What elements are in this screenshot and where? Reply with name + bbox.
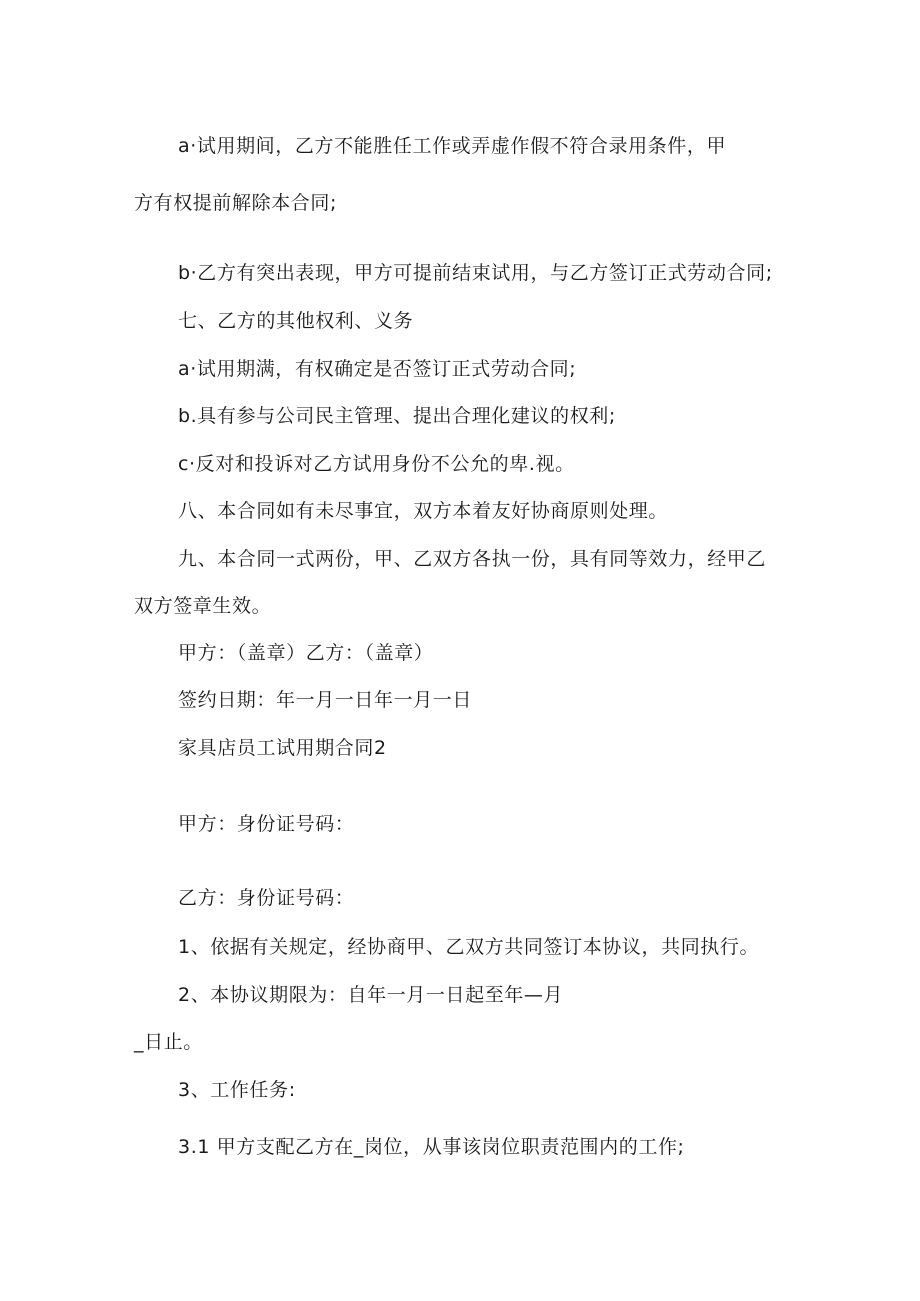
clause-3-heading: 3、工作任务: xyxy=(178,1079,296,1101)
clause-3-1: 3.1 甲方支配乙方在_岗位，从事该岗位职责范围内的工作; xyxy=(178,1136,685,1158)
clause-b-early-end: b·乙方有突出表现，甲方可提前结束试用，与乙方签订正式劳动合同; xyxy=(178,262,773,284)
clause-1: 1、依据有关规定，经协商甲、乙双方共同签订本协议，共同执行。 xyxy=(178,936,760,958)
right-a-confirm-contract: a·试用期满，有权确定是否签订正式劳动合同; xyxy=(178,358,577,380)
section-seven-heading: 七、乙方的其他权利、义务 xyxy=(178,310,414,332)
clause-a-probation-dismissal: a·试用期间，乙方不能胜任工作或弄虚作假不符合录用条件，甲 xyxy=(178,135,727,157)
right-c-complaint: c·反对和投诉对乙方试用身份不公允的卑.视。 xyxy=(178,453,575,475)
clause-2: 2、本协议期限为：自年一月一日起至年—月 xyxy=(178,984,564,1006)
section-nine-continuation: 双方签章生效。 xyxy=(134,595,272,617)
signature-parties: 甲方：（盖章）乙方：（盖章） xyxy=(178,642,434,664)
section-eight: 八、本合同如有未尽事宜，双方本着友好协商原则处理。 xyxy=(178,500,669,522)
signing-date: 签约日期：年一月一日年一月一日 xyxy=(178,689,473,711)
party-a-id: 甲方：身份证号码： xyxy=(178,813,355,835)
clause-a-continuation: 方有权提前解除本合同; xyxy=(134,192,338,214)
clause-2-continuation: _日止。 xyxy=(134,1031,203,1053)
section-nine: 九、本合同一式两份，甲、乙双方各执一份，具有同等效力，经甲乙 xyxy=(178,548,767,570)
right-b-management: b.具有参与公司民主管理、提出合理化建议的权利; xyxy=(178,405,616,427)
contract-2-title: 家具店员工试用期合同2 xyxy=(178,737,387,759)
party-b-id: 乙方：身份证号码： xyxy=(178,887,355,909)
